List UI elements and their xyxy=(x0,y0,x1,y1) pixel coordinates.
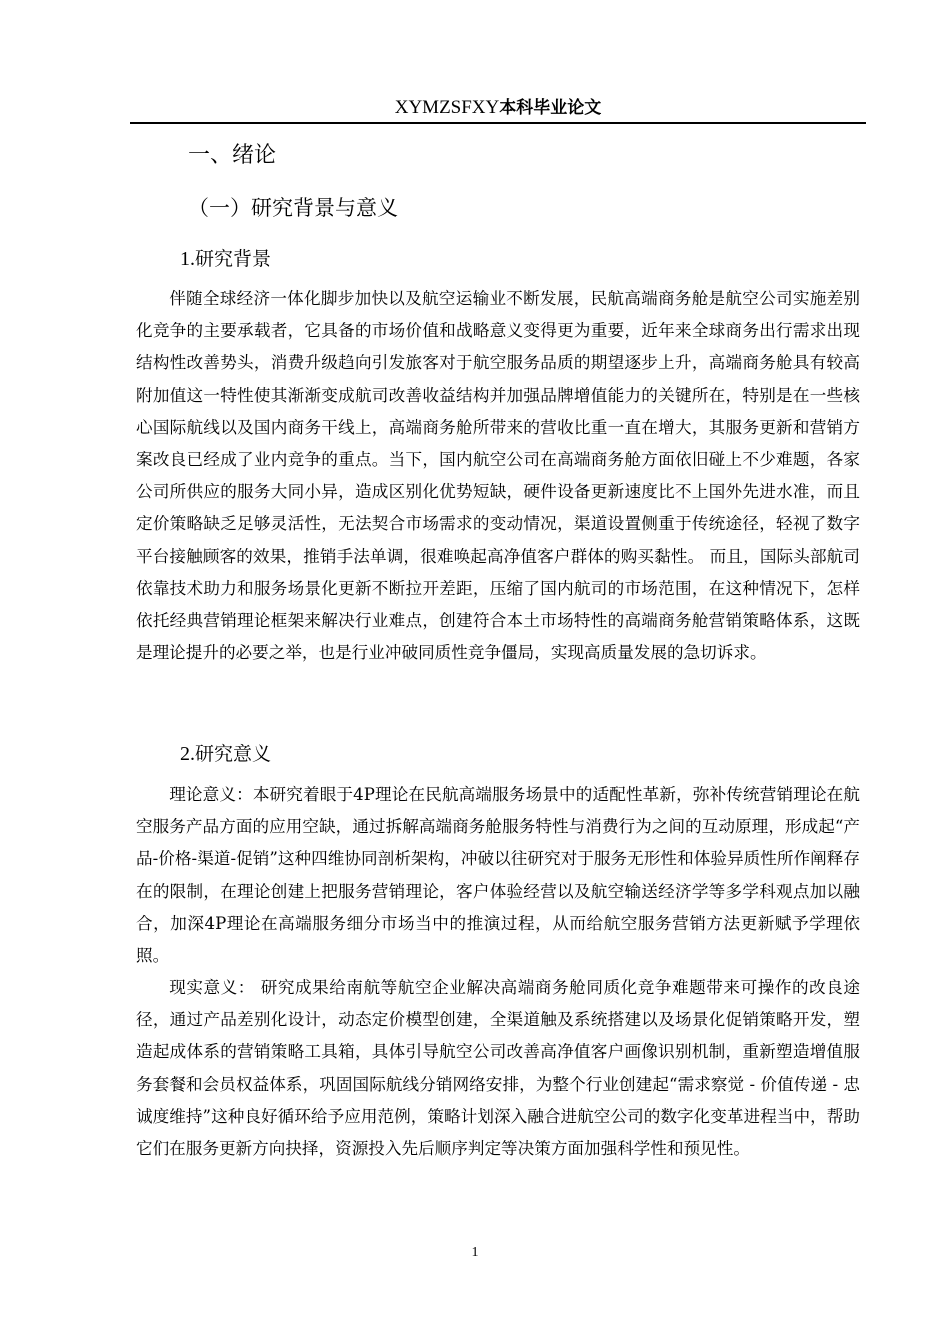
background-paragraph: 伴随全球经济一体化脚步加快以及航空运输业不断发展，民航高端商务舱是航空公司实施差别化竞争的主要承载者，它具备的市场价值和战略意义变得更为重要，近年来全球商务出行需求出现结构性改善势头，消费升级趋向引发旅客对于航空服务品质的期望逐步上升，高端商务舱具有较高附加值这一特性使其渐渐变成航司改善收益结构并加强品牌增值能力的关键所在，特别是在一些核心国际航线以及国内商务干线上，高端商务舱所带来的营收比重一直在增大，其服务更新和营销方案改良已经成了业内竞争的重点。当下，国内航空公司在高端商务舱方面依旧碰上不少难题，各家公司所供应的服务大同小异，造成区别化优势短缺，硬件设备更新速度比不上国外先进水准，而且定价策略缺乏足够灵活性，无法契合市场需求的变动情况，渠道设置侧重于传统途径，轻视了数字平台接触顾客的效果，推销手法单调，很难唤起高净值客户群体的购买黏性。 而且，国际头部航司依靠技术助力和服务场景化更新不断拉开差距，压缩了国内航司的市场范围，在这种情况下，怎样依托经典营销理论框架来解决行业难点，创建符合本土市场特性的高端商务舱营销策略体系，这既是理论提升的必要之举，也是行业冲破同质性竞争僵局，实现高质量发展的急切诉求。 xyxy=(136,289,860,663)
page-header xyxy=(130,94,866,124)
practical-significance-paragraph: 现实意义： 研究成果给南航等航空企业解决高端商务舱同质化竞争难题带来可操作的改良途径，通过产品差别化设计，动态定价模型创建，全渠道触及系统搭建以及场景化促销策略开发，塑造起成体系的营销策略工具箱，具体引导航空公司改善高净值客户画像识别机制，重新塑造增值服务套餐和会员权益体系，巩固国际航线分销网络安排，为整个行业创建起“需求察觉 - 价值传递 - 忠诚度维持”这种良好循环给予应用范例，策略计划深入融合进航空公司的数字化变革进程当中，帮助它们在服务更新方向抉择，资源投入先后顺序判定等决策方面加强科学性和预见性。 xyxy=(136,978,860,1159)
section-title: （一）研究背景与意义 xyxy=(188,196,398,220)
page-number: 1 xyxy=(471,1245,479,1260)
subsection-background-heading xyxy=(180,244,271,274)
header-title: 本科毕业论文 xyxy=(499,98,602,118)
subsection-significance-heading xyxy=(180,739,271,769)
chapter-title: 一、绪论 xyxy=(188,143,277,168)
subsection-background-title: 研究背景 xyxy=(195,248,272,270)
subsection-background-number: 1. xyxy=(180,248,195,270)
subsection-significance-number: 2. xyxy=(180,743,195,765)
theory-significance-paragraph: 理论意义：本研究着眼于4P理论在民航高端服务场景中的适配性革新，弥补传统营销理论在航空服务产品方面的应用空缺，通过拆解高端商务舱服务特性与消费行为之间的互动原理，形成起“产品-价格-渠道-促销”这种四维协同剖析架构，冲破以往研究对于服务无形性和体验异质性所作阐释存在的限制，在理论创建上把服务营销理论，客户体验经营以及航空输送经济学等多学科观点加以融合，加深4P理论在高端服务细分市场当中的推演过程，从而给航空服务营销方法更新赋予学理依照。 xyxy=(136,785,860,966)
header-code: XYMZSFXY xyxy=(394,97,500,118)
subsection-significance-title: 研究意义 xyxy=(195,743,272,765)
